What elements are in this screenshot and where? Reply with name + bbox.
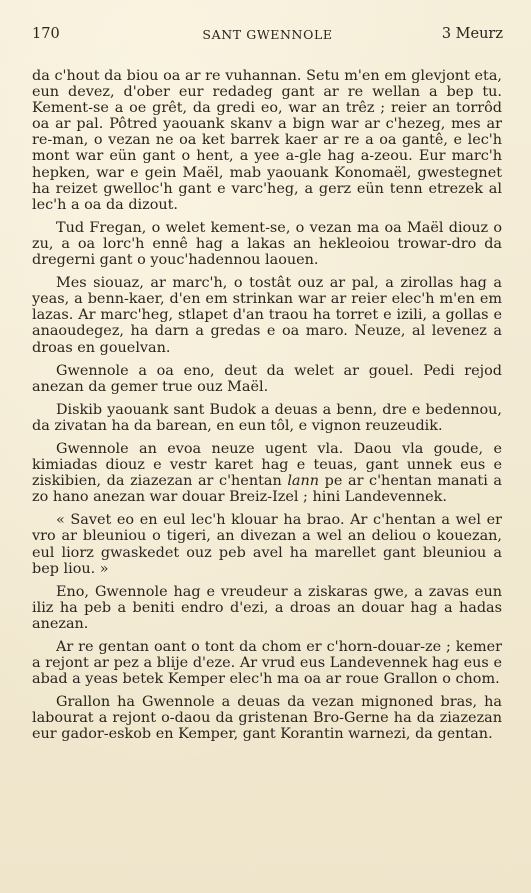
quotation-paragraph: « Savet eo en eul lec'h klouar ha brao. Ar c'hentan a wel er vro ar bleuniou o tigeri, an divezan a wel an deliou o kouezan, eul liorz gwaskedet ouz peb avel ha marellet gant bleuniou a bep liou. » [32, 512, 502, 577]
running-head [32, 26, 503, 48]
paragraph: Grallon ha Gwennole a deuas da vezan mignoned bras, ha labourat a rejont o-daou da gristenan Bro-Gerne ha da ziazezan eur gador-eskob en Kemper, gant Korantin warnezi, da gentan. [32, 694, 502, 743]
paragraph: Tud Fregan, o welet kement-se, o vezan ma oa Maël diouz o zu, a oa lorc'h ennê hag a lakas an hekleoiou trowar-dro da dregerni gant o youc'hadennou laouen. [32, 219, 502, 269]
paragraph-text: pe ar c'hentan manati a zo hano anezan war douar Breiz-Izel ; hini Landevennek. [32, 473, 502, 506]
italic-word: lann [287, 473, 320, 490]
paragraph: Gwennole a oa eno, deut da welet ar gouel. Pedi rejod anezan da gemer true ouz Maël. [32, 362, 502, 395]
paragraph: Eno, Gwennole hag e vreudeur a ziskaras gwe, a zavas eun iliz ha peb a beniti endro d'ezi, a droas an douar hag a hadas anezan. [32, 583, 502, 632]
body-text [32, 68, 502, 750]
running-title: SANT GWENNOLE [202, 27, 333, 42]
running-date: 3 Meurz [441, 26, 503, 42]
paragraph: Diskib yaouank sant Budok a deuas a benn, dre e bedennou, da zivatan ha da barean, en eun tôl, e vignon reuzeudik. [32, 401, 502, 434]
paragraph: Mes siouaz, ar marc'h, o tostât ouz ar pal, a zirollas hag a yeas, a benn-kaer, d'en em strinkan war ar reier elec'h m'en em lazas. Ar marc'heg, stlapet d'an traou ha torret e izili, a gollas e anaoudegez, ha darn a gredas e oa maro. Neuze, al levenez a droas en gouelvan. [32, 275, 502, 356]
paragraph-text: Gwennole an evoa neuze ugent vla. Daou vla goude, e kimiadas diouz e vestr karet hag e teuas, gant unnek eus e ziskibien, da ziazezan ar c'hentan [32, 440, 502, 490]
page-number: 170 [32, 26, 60, 42]
paragraph [32, 441, 502, 505]
paragraph: Ar re gentan oant o tont da chom er c'horn-douar-ze ; kemer a rejont ar pez a blije d'eze. Ar vrud eus Landevennek hag eus e abad a yeas betek Kemper elec'h ma oa ar roue Grallon o chom. [32, 639, 502, 688]
paragraph: da c'hout da biou oa ar re vuhannan. Setu m'en em glevjont eta, eun devez, d'ober eur redadeg gant ar re wellan a bep tu. Kement-se a oe grêt, da gredi eo, war an trêz ; reier an torrôd oa ar pal. Pôtred yaouank skanv a bign war ar c'hezeg, mes ar re-man, o vezan ne oa ket barrek kaer ar re a oa gantê, e lec'h mont war eün gant o hent, a yee a-gle hag a-zeou. Eur marc'h hepken, war e gein Maël, mab yaouank Konomaël, gwestegnet ha reizet gwelloc'h gant e varc'heg, a gerz eün tenn etrezek al lec'h a oa da dizout. [32, 68, 502, 213]
